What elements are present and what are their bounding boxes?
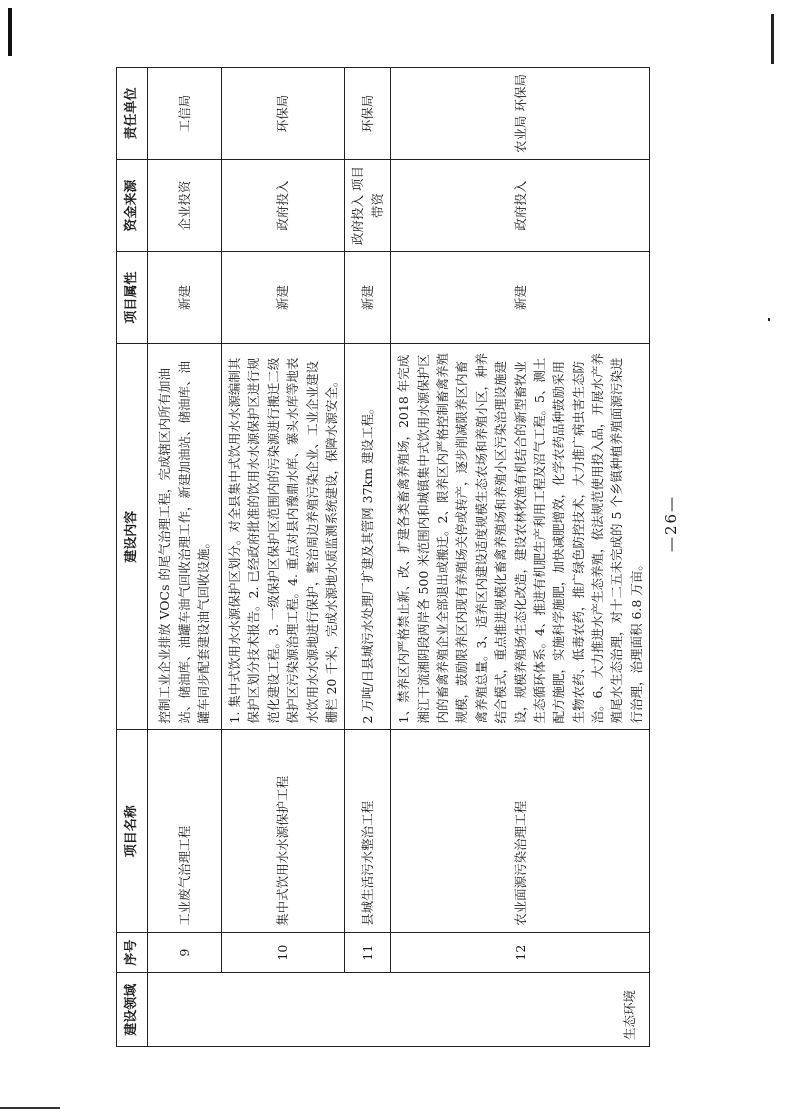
header-no: 序号 [117,932,148,972]
row-no: 12 [391,932,650,972]
table-row [345,68,391,1047]
header-content: 建设内容 [117,344,148,730]
row-attribute: 新建 [391,252,650,344]
project-table-rotated [116,67,648,1047]
row-no: 11 [345,932,391,972]
table-row [222,68,345,1047]
page-number: —26— [662,494,680,552]
row-content: 1、禁养区内严格禁止新、改、扩建各类畜禽养殖场，2018 年完成湘江干流湘阴段两岸各 500 米范围内和城镇集中式饮用水源保护区内的畜禽养殖企业全部退出或搬迁。2、限养区内严格控制畜禽养殖规模，鼓励限养区内现有养殖场关停或转产，逐步削减限养区内畜禽养殖总量。3、适养区内建设适度规模生态农场和养殖小区，种养结合模式，重点推进规模化畜禽养殖场和养殖小区污染治理设施建设，规模养殖场生态化改造，建设农林牧渔有机结合的新型畜牧业生态循环体系。4、推进有机肥生产利用工程及沼气工程。5、测土配方施肥，实施科学施肥，加快减肥增效，化学农药品种鼓励采用生物农药、低毒农药，推广绿色防控技术，大力推广病虫害生态防治。6、大力推进水产生态养殖，依法规范使用投入品，开展水产养殖尾水生态治理，对十二五未完成的 5 个乡镇种植养殖面源污染进行治理，治理面积 6.8 万亩。 [391,344,650,730]
row-funding: 政府投入 [222,160,345,252]
scan-edge-mark [8,8,12,56]
row-attribute: 新建 [345,252,391,344]
row-attribute: 新建 [222,252,345,344]
scan-edge-line [0,1107,60,1109]
row-project-name: 集中式饮用水水源保护工程 [222,730,345,932]
header-funding: 资金来源 [117,160,148,252]
row-no: 10 [222,932,345,972]
row-unit: 环保局 [345,68,391,160]
row-content: 1. 集中式饮用水水源保护区划分。对全县集中式饮用水水源编制其保护区划分技术报告。2. 已经政府批准的饮用水水源保护区进行规范化建设工程。3. 一级保护区保护区范围内的污染源进行搬迁二级保护区污染源治理工程。4. 重点对县内豫鼎水库、寨头水库等地表水饮用水水源地进行保护，整治周边养殖污染企业、工业企业建设栅栏 20 千米，完成水源地水质监测系统建设，保障水源安全。 [222,344,345,730]
domain-cell: 生态环境 [148,973,650,1047]
row-funding: 政府投入 [391,160,650,252]
header-domain: 建设领域 [117,973,148,1047]
scan-speck [768,318,770,321]
header-attribute: 项目属性 [117,252,148,344]
header-project-name: 项目名称 [117,730,148,932]
row-funding: 政府投入 项目带资 [345,160,391,252]
row-project-name: 县城生活污水整治工程 [345,730,391,932]
row-unit: 农业局 环保局 [391,68,650,160]
table-row [391,68,650,1047]
row-project-name: 工业废气治理工程 [148,730,222,932]
table-row [148,68,222,1047]
row-content: 控制工业企业排放 VOCs 的尾气治理工程，完成辖区内所有加油站、储油库、油罐车油气回收治理工作，新建加油站、储油库、油罐车同步配套建设油气回收设施。 [148,344,222,730]
table-header-row [117,68,148,1047]
project-table [116,67,650,1047]
row-funding: 企业投资 [148,160,222,252]
row-attribute: 新建 [148,252,222,344]
row-unit: 环保局 [222,68,345,160]
scan-edge-mark-right [771,14,774,64]
row-content: 2 万吨/日县城污水处理厂扩建及其管网 37km 建设工程。 [345,344,391,730]
row-unit: 工信局 [148,68,222,160]
row-project-name: 农业面源污染治理工程 [391,730,650,932]
row-no: 9 [148,932,222,972]
header-unit: 责任单位 [117,68,148,160]
